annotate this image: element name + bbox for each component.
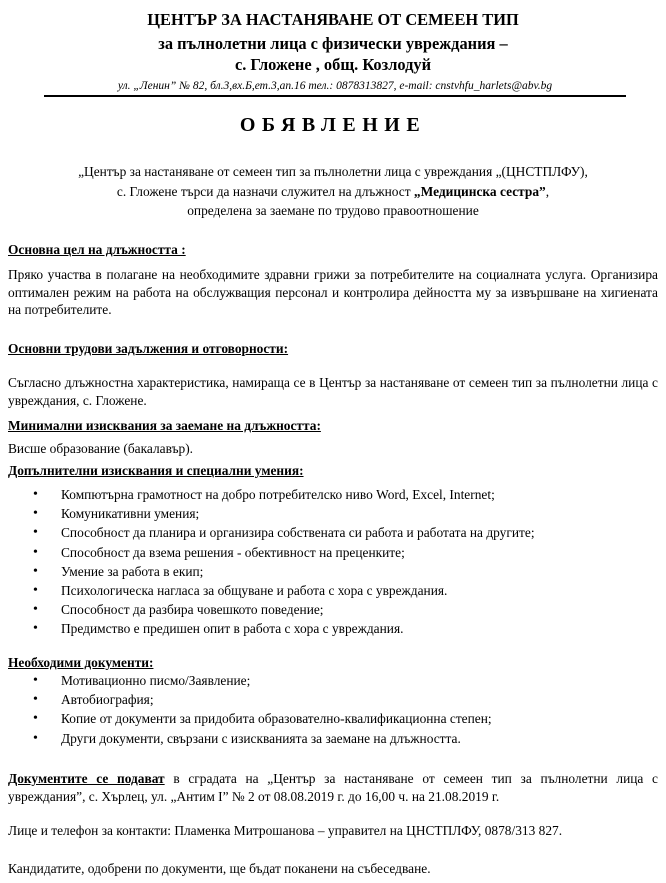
list-item: • Комуникативни умения; — [0, 505, 535, 524]
submission-label: Документите се подават — [8, 771, 165, 786]
min-requirements-heading: Минимални изисквания за заемане на длъжността: — [8, 418, 321, 433]
extra-requirements-list — [0, 486, 535, 640]
documents-heading: Необходими документи: — [8, 655, 154, 670]
duties-heading: Основни трудови задължения и отговорности: — [8, 341, 289, 356]
document-title: ОБЯВЛЕНИЕ — [239, 114, 427, 136]
submission-text: в сградата на „Център за настаняване от семеен тип за пълнолетни лица с увреждания”, с. Хърлец, ул. „Антим І” № 2 от 08.08.2019 г. до 16,00 ч. на 21.08.2019 г. — [8, 771, 658, 804]
organization-address: ул. „Ленин” № 82, бл.3,вх.Б,ет.3,ап.16 тел.: 0878313827, e-mail: cnstvhfu_harlets@abv.bg — [44, 78, 626, 97]
closing-note: Кандидатите, одобрени по документи, ще бъдат поканени на събеседване. — [8, 861, 431, 876]
goal-heading: Основна цел на длъжността : — [8, 242, 186, 257]
list-item: • Копие от документи за придобита образователно-квалификационна степен; — [0, 710, 492, 729]
list-item: • Компютърна грамотност на добро потребителско ниво Word, Excel, Internet; — [0, 486, 535, 505]
organization-subtitle: за пълнолетни лица с физически увреждания – — [158, 34, 508, 53]
intro-line-2-end: , — [545, 184, 550, 199]
intro-line-3: определена за заемане по трудово правоотношение — [187, 203, 479, 218]
list-item: • Предимство е предишен опит в работа с хора с увреждания. — [0, 620, 535, 639]
list-item: • Психологическа нагласа за общуване и работа с хора с увреждания. — [0, 582, 535, 601]
list-item: • Мотивационно писмо/Заявление; — [0, 672, 492, 691]
submission-info — [8, 770, 658, 805]
intro-line-2-text: с. Гложене търси да назначи служител на длъжност — [116, 184, 414, 199]
list-item: • Способност да взема решения - обективност на преценките; — [0, 544, 535, 563]
list-item: • Способност да разбира човешкото поведение; — [0, 601, 535, 620]
min-requirements-text: Висше образование (бакалавър). — [8, 441, 194, 456]
duties-text: Съгласно длъжностна характеристика, намираща се в Център за настаняване от семеен тип за пълнолетни лица с увреждания, с. Гложене. — [8, 375, 658, 408]
position-title: „Медицинска сестра” — [413, 184, 546, 199]
documents-list — [0, 672, 492, 749]
organization-name: ЦЕНТЪР ЗА НАСТАНЯВАНЕ ОТ СЕМЕЕН ТИП — [147, 10, 519, 29]
intro-line-2 — [0, 183, 666, 201]
list-item: • Автобиография; — [0, 691, 492, 710]
organization-location: с. Гложене , общ. Козлодуй — [234, 55, 432, 74]
extra-requirements-heading: Допълнителни изисквания и специални умения: — [8, 463, 304, 478]
intro-line-1: „Център за настаняване от семеен тип за пълнолетни лица с увреждания „(ЦНСТПЛФУ), — [78, 164, 588, 179]
contact-info: Лице и телефон за контакти: Пламенка Митрошанова – управител на ЦНСТПЛФУ, 0878/313 827. — [8, 823, 563, 838]
goal-text: Пряко участва в полагане на необходимите здравни грижи за потребителите на социалната услуга. Организира оптимален режим на работа на обслужващия персонал и контролира дейността му за извършване на хигиената на потребителите. — [8, 267, 658, 317]
list-item: • Способност да планира и организира собствената си работа и работата на другите; — [0, 524, 535, 543]
list-item: • Умение за работа в екип; — [0, 563, 535, 582]
list-item: • Други документи, свързани с изискванията за заемане на длъжността. — [0, 730, 492, 749]
